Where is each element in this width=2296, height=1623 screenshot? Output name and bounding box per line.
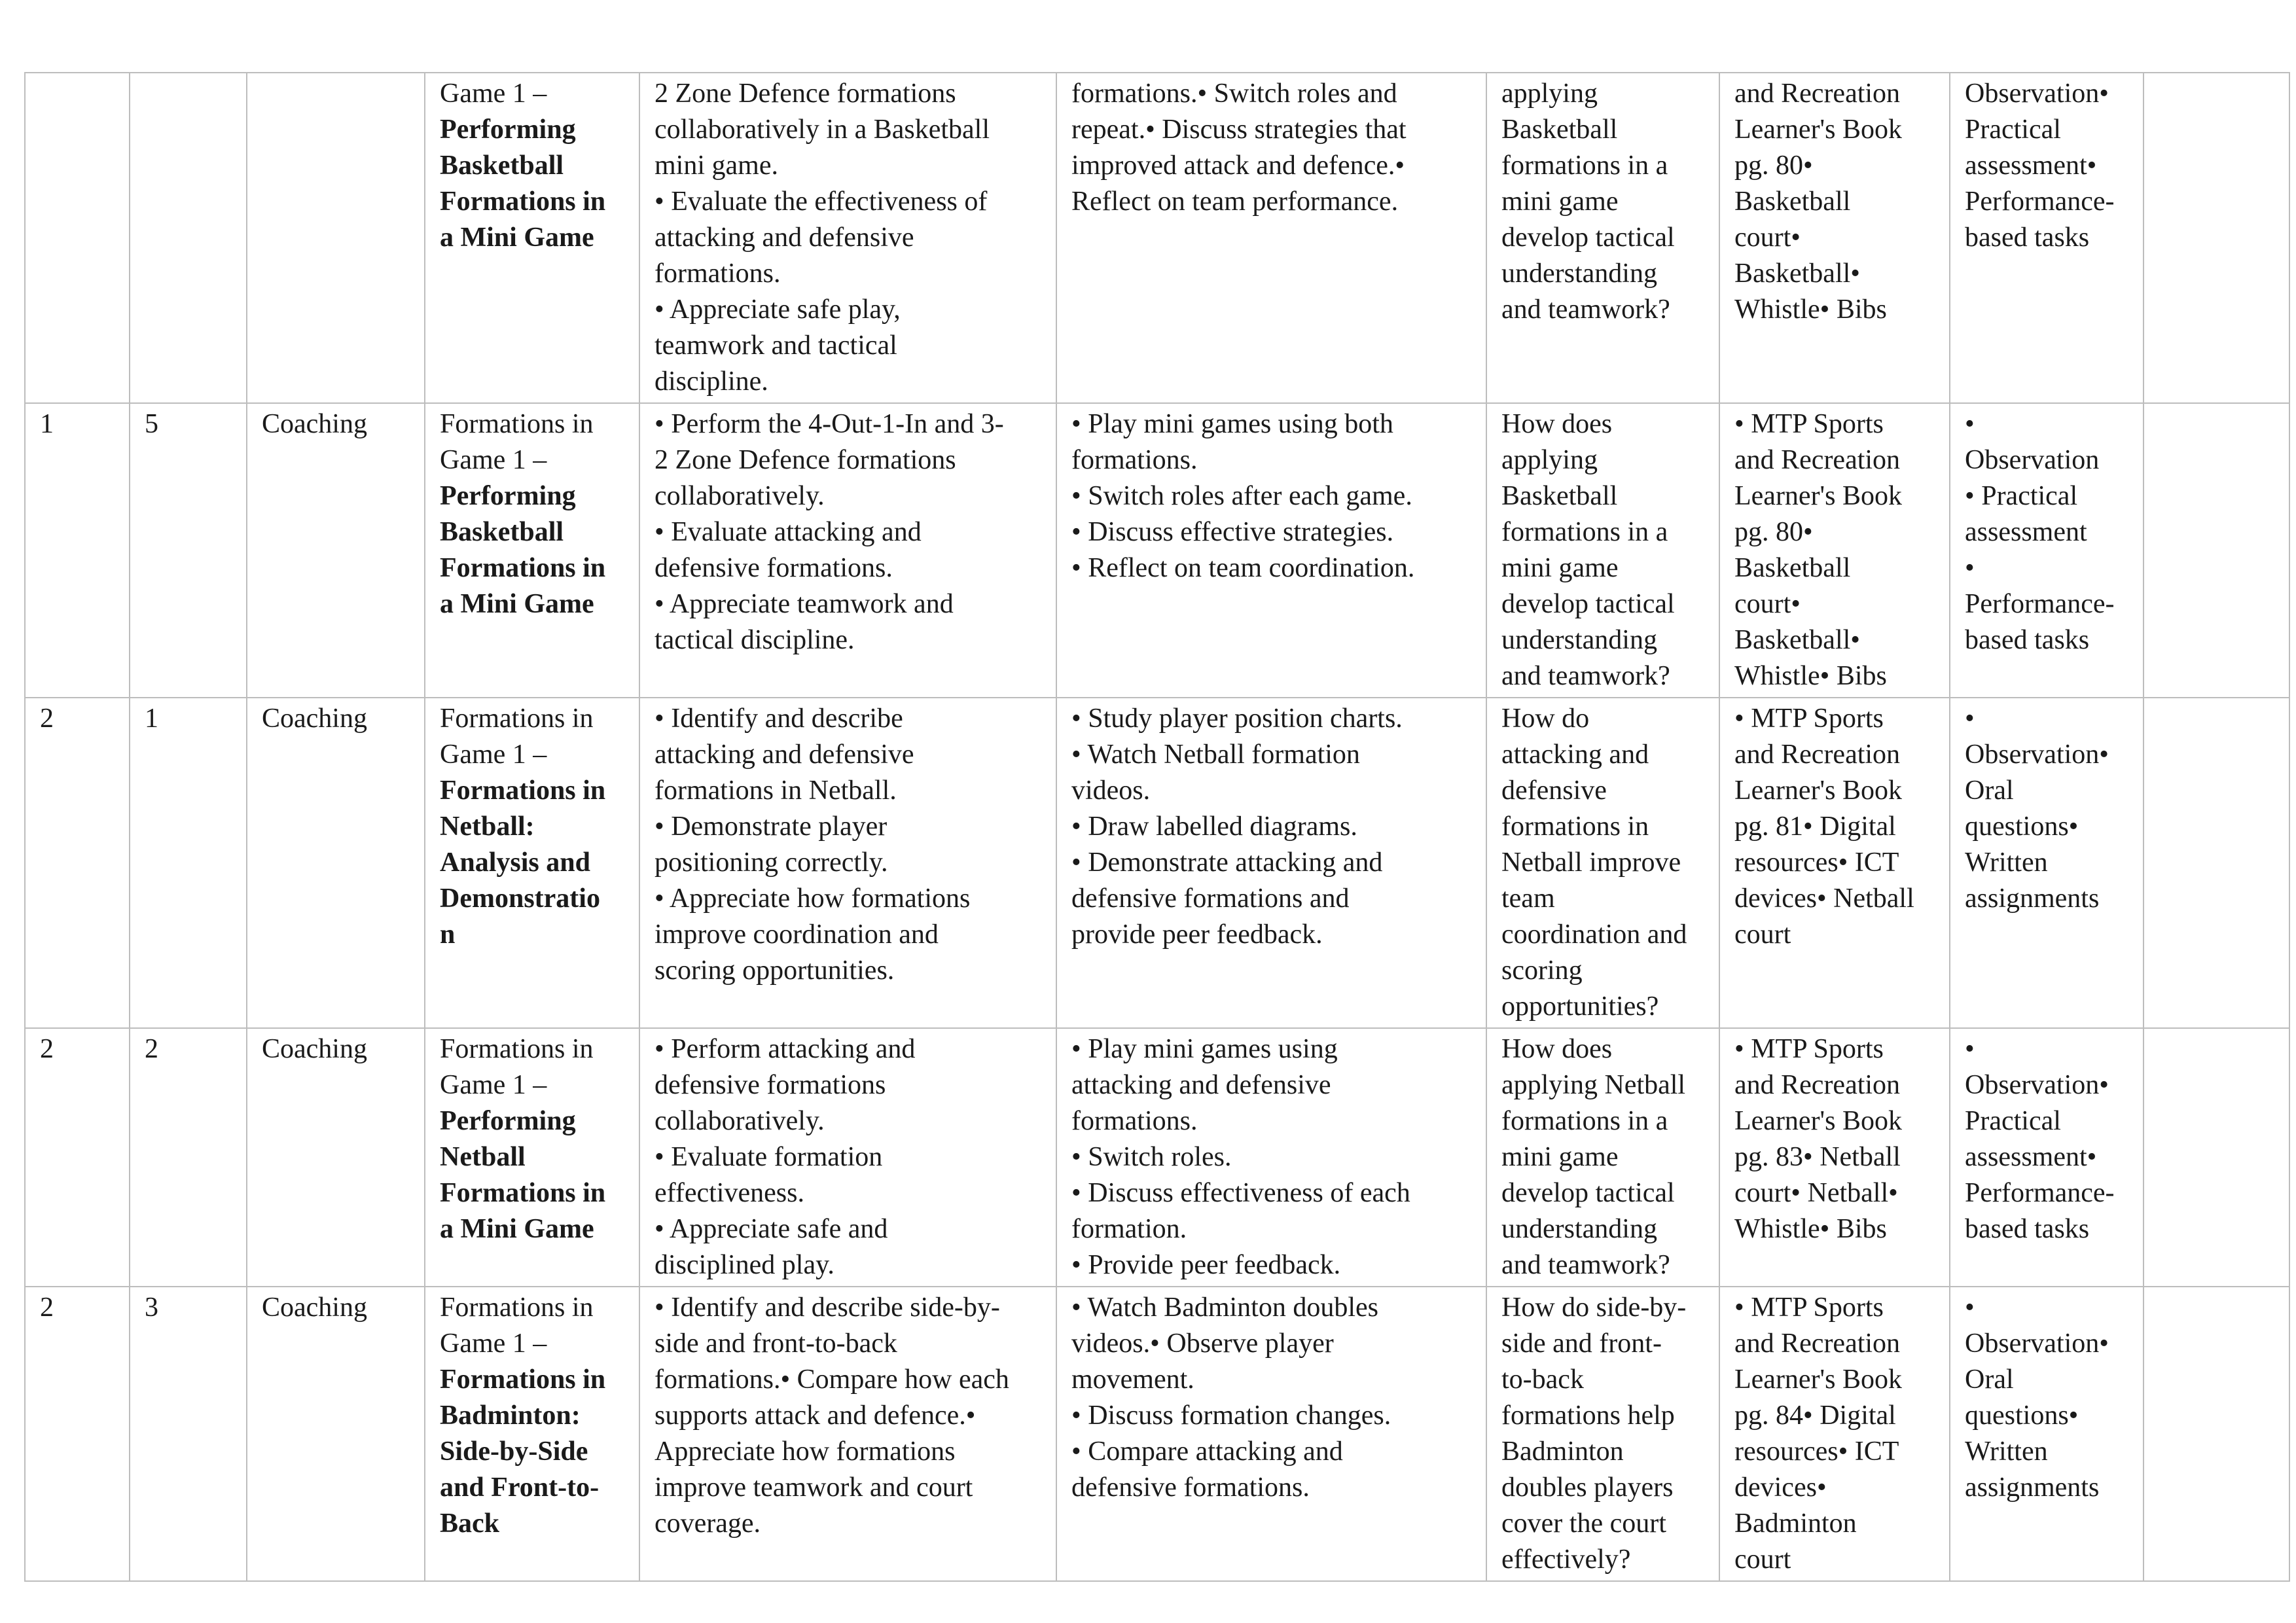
learning-resources-line: pg. 84• Digital — [1734, 1400, 1896, 1431]
key-inquiry-question-line: to-back — [1501, 1364, 1584, 1395]
learning-resources-line: court• Netball• — [1734, 1178, 1898, 1208]
learning-outcomes-cell — [639, 1287, 1056, 1581]
week-cell — [25, 698, 130, 1028]
key-inquiry-question-line: defensive — [1501, 776, 1607, 806]
learning-experiences-line: • Discuss formation changes. — [1071, 1400, 1391, 1431]
key-inquiry-question-line: understanding — [1501, 625, 1657, 655]
week-value: 2 — [40, 704, 54, 734]
learning-resources-line: • MTP Sports — [1734, 409, 1884, 439]
learning-outcomes-line: • Perform attacking and — [655, 1034, 916, 1064]
learning-resources-line: pg. 80• — [1734, 517, 1813, 547]
key-inquiry-question-cell — [1486, 403, 1719, 698]
assessment-line: assignments — [1965, 1472, 2100, 1503]
learning-experiences-line: • Reflect on team coordination. — [1071, 553, 1415, 583]
learning-experiences-line: • Watch Netball formation — [1071, 740, 1360, 770]
learning-experiences-line: • Discuss effectiveness of each — [1071, 1178, 1410, 1208]
learning-outcomes-cell — [639, 1028, 1056, 1287]
assessment-line: Performance- — [1965, 1178, 2115, 1208]
lesson-cell — [130, 73, 247, 403]
learning-experiences-line: improved attack and defence.• — [1071, 151, 1405, 181]
sub-strand-line: Badminton: — [440, 1400, 581, 1431]
learning-resources-line: • MTP Sports — [1734, 1293, 1884, 1323]
learning-experiences-line: videos. — [1071, 776, 1151, 806]
assessment-line: • — [1965, 704, 1975, 734]
key-inquiry-question-line: formations in — [1501, 812, 1649, 842]
sub-strand-line: a Mini Game — [440, 1214, 594, 1244]
learning-resources-line: court• — [1734, 589, 1801, 619]
strand-value: Coaching — [262, 704, 367, 734]
learning-resources-line: and Recreation — [1734, 740, 1901, 770]
key-inquiry-question-cell — [1486, 698, 1719, 1028]
learning-outcomes-line: defensive formations. — [655, 553, 893, 583]
scheme-of-work-table — [24, 72, 2290, 1582]
key-inquiry-question-line: formations in a — [1501, 517, 1668, 547]
sub-strand-line: Back — [440, 1508, 500, 1539]
learning-experiences-line: defensive formations. — [1071, 1472, 1310, 1503]
learning-resources-line: devices• Netball — [1734, 883, 1914, 914]
table-row — [25, 403, 2289, 698]
learning-resources-line: and Recreation — [1734, 445, 1901, 475]
assessment-line: • — [1965, 409, 1975, 439]
learning-outcomes-cell — [639, 73, 1056, 403]
learning-experiences-line: formations.• Switch roles and — [1071, 79, 1397, 109]
assessment-cell — [1950, 1028, 2144, 1287]
assessment-cell — [1950, 698, 2144, 1028]
week-cell — [25, 1028, 130, 1287]
key-inquiry-question-line: doubles players — [1501, 1472, 1674, 1503]
assessment-line: • — [1965, 1293, 1975, 1323]
week-value: 1 — [40, 409, 54, 439]
learning-resources-line: Learner's Book — [1734, 776, 1902, 806]
key-inquiry-question-line: and teamwork? — [1501, 1250, 1670, 1280]
sub-strand-line: Analysis and — [440, 847, 590, 878]
key-inquiry-question-line: applying Netball — [1501, 1070, 1686, 1100]
lesson-cell — [130, 1287, 247, 1581]
learning-experiences-cell — [1056, 403, 1486, 698]
assessment-line: assessment• — [1965, 1142, 2097, 1172]
sub-strand-line: Game 1 – — [440, 1329, 547, 1359]
learning-outcomes-line: positioning correctly. — [655, 847, 888, 878]
learning-outcomes-line: • Evaluate attacking and — [655, 517, 922, 547]
lesson-cell — [130, 1028, 247, 1287]
key-inquiry-question-line: How does — [1501, 1034, 1613, 1064]
learning-outcomes-line: collaboratively. — [655, 1106, 825, 1136]
key-inquiry-question-line: coordination and — [1501, 919, 1687, 950]
key-inquiry-question-line: How do — [1501, 704, 1590, 734]
week-cell — [25, 1287, 130, 1581]
sub-strand-cell — [425, 1028, 639, 1287]
learning-experiences-line: • Play mini games using both — [1071, 409, 1393, 439]
learning-outcomes-cell — [639, 698, 1056, 1028]
learning-outcomes-line: 2 Zone Defence formations — [655, 445, 956, 475]
learning-outcomes-line: • Identify and describe — [655, 704, 903, 734]
sub-strand-line: Basketball — [440, 517, 564, 547]
key-inquiry-question-line: mini game — [1501, 187, 1619, 217]
learning-resources-line: Learner's Book — [1734, 1106, 1902, 1136]
learning-outcomes-line: collaboratively. — [655, 481, 825, 511]
learning-resources-line: Whistle• Bibs — [1734, 1214, 1887, 1244]
reflection-cell — [2144, 403, 2289, 698]
learning-experiences-line: • Compare attacking and — [1071, 1436, 1343, 1467]
week-value: 2 — [40, 1034, 54, 1064]
sub-strand-line: Game 1 – — [440, 1070, 547, 1100]
learning-experiences-line: movement. — [1071, 1364, 1194, 1395]
learning-resources-cell — [1719, 403, 1950, 698]
learning-resources-cell — [1719, 1287, 1950, 1581]
key-inquiry-question-line: Badminton — [1501, 1436, 1624, 1467]
week-value: 2 — [40, 1293, 54, 1323]
learning-outcomes-line: teamwork and tactical — [655, 330, 897, 361]
sub-strand-line: Formations in — [440, 1293, 594, 1323]
key-inquiry-question-line: mini game — [1501, 553, 1619, 583]
learning-outcomes-line: • Demonstrate player — [655, 812, 888, 842]
sub-strand-cell — [425, 1287, 639, 1581]
assessment-cell — [1950, 73, 2144, 403]
assessment-line: Practical — [1965, 1106, 2061, 1136]
sub-strand-line: n — [440, 919, 456, 950]
key-inquiry-question-line: applying — [1501, 445, 1598, 475]
learning-resources-line: Badminton — [1734, 1508, 1857, 1539]
learning-resources-line: resources• ICT — [1734, 1436, 1899, 1467]
learning-outcomes-line: collaboratively in a Basketball — [655, 115, 990, 145]
assessment-line: based tasks — [1965, 1214, 2090, 1244]
learning-resources-cell — [1719, 698, 1950, 1028]
learning-experiences-line: repeat.• Discuss strategies that — [1071, 115, 1407, 145]
learning-experiences-line: • Play mini games using — [1071, 1034, 1338, 1064]
learning-experiences-line: • Switch roles. — [1071, 1142, 1232, 1172]
learning-experiences-line: videos.• Observe player — [1071, 1329, 1334, 1359]
learning-resources-line: Learner's Book — [1734, 1364, 1902, 1395]
learning-outcomes-line: • Evaluate formation — [655, 1142, 883, 1172]
assessment-line: based tasks — [1965, 625, 2090, 655]
sub-strand-line: and Front-to- — [440, 1472, 600, 1503]
learning-experiences-line: • Provide peer feedback. — [1071, 1250, 1341, 1280]
learning-resources-line: Whistle• Bibs — [1734, 294, 1887, 325]
key-inquiry-question-line: How do side-by- — [1501, 1293, 1687, 1323]
assessment-line: Observation — [1965, 445, 2100, 475]
learning-experiences-line: attacking and defensive — [1071, 1070, 1331, 1100]
learning-resources-line: court — [1734, 1544, 1791, 1575]
table-row — [25, 1028, 2289, 1287]
table-body — [25, 73, 2289, 1581]
learning-outcomes-line: • Appreciate how formations — [655, 883, 971, 914]
scheme-of-work-page — [24, 72, 2289, 1582]
strand-cell — [247, 698, 425, 1028]
learning-resources-line: Learner's Book — [1734, 115, 1902, 145]
key-inquiry-question-cell — [1486, 1287, 1719, 1581]
learning-resources-line: devices• — [1734, 1472, 1827, 1503]
sub-strand-line: Side-by-Side — [440, 1436, 588, 1467]
assessment-line: Performance- — [1965, 187, 2115, 217]
learning-outcomes-line: formations in Netball. — [655, 776, 897, 806]
learning-experiences-line: • Switch roles after each game. — [1071, 481, 1412, 511]
learning-outcomes-line: attacking and defensive — [655, 740, 914, 770]
assessment-line: Written — [1965, 847, 2048, 878]
sub-strand-line: Basketball — [440, 151, 564, 181]
learning-resources-line: and Recreation — [1734, 1329, 1901, 1359]
lesson-value: 1 — [145, 704, 158, 734]
learning-outcomes-line: • Perform the 4-Out-1-In and 3- — [655, 409, 1004, 439]
reflection-cell — [2144, 1287, 2289, 1581]
key-inquiry-question-line: formations help — [1501, 1400, 1675, 1431]
learning-resources-line: pg. 83• Netball — [1734, 1142, 1901, 1172]
key-inquiry-question-line: mini game — [1501, 1142, 1619, 1172]
reflection-cell — [2144, 73, 2289, 403]
learning-outcomes-line: formations.• Compare how each — [655, 1364, 1009, 1395]
week-cell — [25, 403, 130, 698]
learning-resources-line: and Recreation — [1734, 1070, 1901, 1100]
sub-strand-line: Formations in — [440, 704, 594, 734]
key-inquiry-question-cell — [1486, 1028, 1719, 1287]
learning-experiences-line: • Discuss effective strategies. — [1071, 517, 1394, 547]
learning-experiences-cell — [1056, 1028, 1486, 1287]
assessment-line: Written — [1965, 1436, 2048, 1467]
learning-experiences-line: formations. — [1071, 445, 1198, 475]
learning-resources-line: resources• ICT — [1734, 847, 1899, 878]
week-cell — [25, 73, 130, 403]
sub-strand-line: Formations in — [440, 776, 606, 806]
table-row — [25, 698, 2289, 1028]
reflection-cell — [2144, 1028, 2289, 1287]
sub-strand-line: Performing — [440, 115, 576, 145]
learning-resources-line: Basketball — [1734, 187, 1851, 217]
sub-strand-line: Formations in — [440, 1364, 606, 1395]
key-inquiry-question-line: and teamwork? — [1501, 294, 1670, 325]
key-inquiry-question-line: applying — [1501, 79, 1598, 109]
table-row — [25, 1287, 2289, 1581]
key-inquiry-question-line: develop tactical — [1501, 223, 1675, 253]
sub-strand-cell — [425, 73, 639, 403]
learning-outcomes-line: Appreciate how formations — [655, 1436, 956, 1467]
key-inquiry-question-line: Netball improve — [1501, 847, 1681, 878]
lesson-cell — [130, 403, 247, 698]
learning-outcomes-line: defensive formations — [655, 1070, 886, 1100]
strand-cell — [247, 403, 425, 698]
learning-experiences-line: defensive formations and — [1071, 883, 1350, 914]
key-inquiry-question-line: develop tactical — [1501, 1178, 1675, 1208]
learning-outcomes-line: side and front-to-back — [655, 1329, 897, 1359]
assessment-line: Observation• — [1965, 1070, 2109, 1100]
strand-value: Coaching — [262, 409, 367, 439]
learning-experiences-line: • Draw labelled diagrams. — [1071, 812, 1357, 842]
key-inquiry-question-line: team — [1501, 883, 1555, 914]
learning-experiences-line: • Demonstrate attacking and — [1071, 847, 1383, 878]
learning-outcomes-line: disciplined play. — [655, 1250, 834, 1280]
learning-resources-line: and Recreation — [1734, 79, 1901, 109]
learning-outcomes-line: • Appreciate teamwork and — [655, 589, 954, 619]
learning-experiences-line: • Study player position charts. — [1071, 704, 1403, 734]
sub-strand-cell — [425, 698, 639, 1028]
assessment-line: questions• — [1965, 812, 2079, 842]
strand-cell — [247, 1028, 425, 1287]
sub-strand-line: Game 1 – — [440, 79, 547, 109]
key-inquiry-question-line: Basketball — [1501, 481, 1618, 511]
learning-outcomes-line: effectiveness. — [655, 1178, 804, 1208]
sub-strand-line: Netball — [440, 1142, 526, 1172]
learning-outcomes-line: scoring opportunities. — [655, 955, 895, 986]
learning-resources-line: court — [1734, 919, 1791, 950]
learning-outcomes-line: coverage. — [655, 1508, 761, 1539]
key-inquiry-question-line: formations in a — [1501, 151, 1668, 181]
learning-resources-line: • MTP Sports — [1734, 1034, 1884, 1064]
assessment-cell — [1950, 1287, 2144, 1581]
key-inquiry-question-line: understanding — [1501, 259, 1657, 289]
key-inquiry-question-cell — [1486, 73, 1719, 403]
key-inquiry-question-line: formations in a — [1501, 1106, 1668, 1136]
assessment-line: questions• — [1965, 1400, 2079, 1431]
assessment-cell — [1950, 403, 2144, 698]
reflection-cell — [2144, 698, 2289, 1028]
lesson-cell — [130, 698, 247, 1028]
learning-experiences-line: formation. — [1071, 1214, 1187, 1244]
learning-outcomes-line: supports attack and defence.• — [655, 1400, 976, 1431]
sub-strand-line: Formations in — [440, 1034, 594, 1064]
key-inquiry-question-line: develop tactical — [1501, 589, 1675, 619]
sub-strand-cell — [425, 403, 639, 698]
learning-experiences-cell — [1056, 73, 1486, 403]
assessment-line: assignments — [1965, 883, 2100, 914]
key-inquiry-question-line: opportunities? — [1501, 991, 1659, 1022]
strand-value: Coaching — [262, 1293, 367, 1323]
key-inquiry-question-line: scoring — [1501, 955, 1583, 986]
assessment-line: Observation• — [1965, 740, 2109, 770]
learning-outcomes-line: 2 Zone Defence formations — [655, 79, 956, 109]
learning-outcomes-line: improve coordination and — [655, 919, 939, 950]
lesson-value: 5 — [145, 409, 158, 439]
assessment-line: Practical — [1965, 115, 2061, 145]
assessment-line: • Practical — [1965, 481, 2078, 511]
sub-strand-line: Formations in — [440, 409, 594, 439]
learning-outcomes-line: • Identify and describe side-by- — [655, 1293, 1000, 1323]
key-inquiry-question-line: How does — [1501, 409, 1613, 439]
table-row — [25, 73, 2289, 403]
learning-experiences-cell — [1056, 698, 1486, 1028]
key-inquiry-question-line: Basketball — [1501, 115, 1618, 145]
key-inquiry-question-line: cover the court — [1501, 1508, 1666, 1539]
sub-strand-line: a Mini Game — [440, 223, 594, 253]
learning-outcomes-line: • Evaluate the effectiveness of — [655, 187, 988, 217]
learning-experiences-line: Reflect on team performance. — [1071, 187, 1399, 217]
assessment-line: • — [1965, 1034, 1975, 1064]
learning-outcomes-line: discipline. — [655, 366, 768, 397]
key-inquiry-question-line: attacking and — [1501, 740, 1649, 770]
sub-strand-line: a Mini Game — [440, 589, 594, 619]
sub-strand-line: Formations in — [440, 553, 606, 583]
key-inquiry-question-line: side and front- — [1501, 1329, 1662, 1359]
lesson-value: 2 — [145, 1034, 158, 1064]
learning-outcomes-line: tactical discipline. — [655, 625, 855, 655]
key-inquiry-question-line: and teamwork? — [1501, 661, 1670, 691]
sub-strand-line: Performing — [440, 481, 576, 511]
sub-strand-line: Game 1 – — [440, 445, 547, 475]
learning-outcomes-line: attacking and defensive — [655, 223, 914, 253]
learning-experiences-cell — [1056, 1287, 1486, 1581]
learning-outcomes-line: • Appreciate safe play, — [655, 294, 901, 325]
sub-strand-line: Performing — [440, 1106, 576, 1136]
learning-resources-cell — [1719, 73, 1950, 403]
learning-outcomes-line: improve teamwork and court — [655, 1472, 973, 1503]
learning-resources-line: Basketball• — [1734, 259, 1860, 289]
strand-value: Coaching — [262, 1034, 367, 1064]
sub-strand-line: Netball: — [440, 812, 535, 842]
learning-outcomes-line: formations. — [655, 259, 781, 289]
sub-strand-line: Formations in — [440, 187, 606, 217]
learning-resources-line: Basketball — [1734, 553, 1851, 583]
learning-resources-line: pg. 81• Digital — [1734, 812, 1896, 842]
key-inquiry-question-line: understanding — [1501, 1214, 1657, 1244]
key-inquiry-question-line: effectively? — [1501, 1544, 1631, 1575]
learning-outcomes-cell — [639, 403, 1056, 698]
sub-strand-line: Demonstratio — [440, 883, 600, 914]
learning-experiences-line: formations. — [1071, 1106, 1198, 1136]
assessment-line: Oral — [1965, 1364, 2014, 1395]
lesson-value: 3 — [145, 1293, 158, 1323]
learning-resources-line: • MTP Sports — [1734, 704, 1884, 734]
assessment-line: based tasks — [1965, 223, 2090, 253]
learning-resources-line: pg. 80• — [1734, 151, 1813, 181]
assessment-line: Oral — [1965, 776, 2014, 806]
strand-cell — [247, 73, 425, 403]
learning-resources-cell — [1719, 1028, 1950, 1287]
learning-outcomes-line: • Appreciate safe and — [655, 1214, 888, 1244]
strand-cell — [247, 1287, 425, 1581]
learning-resources-line: Basketball• — [1734, 625, 1860, 655]
learning-experiences-line: • Watch Badminton doubles — [1071, 1293, 1378, 1323]
learning-experiences-line: provide peer feedback. — [1071, 919, 1323, 950]
sub-strand-line: Formations in — [440, 1178, 606, 1208]
learning-resources-line: Learner's Book — [1734, 481, 1902, 511]
assessment-line: assessment• — [1965, 151, 2097, 181]
learning-resources-line: court• — [1734, 223, 1801, 253]
assessment-line: Observation• — [1965, 79, 2109, 109]
sub-strand-line: Game 1 – — [440, 740, 547, 770]
assessment-line: • — [1965, 553, 1975, 583]
assessment-line: Observation• — [1965, 1329, 2109, 1359]
learning-outcomes-line: mini game. — [655, 151, 778, 181]
assessment-line: assessment — [1965, 517, 2087, 547]
learning-resources-line: Whistle• Bibs — [1734, 661, 1887, 691]
assessment-line: Performance- — [1965, 589, 2115, 619]
